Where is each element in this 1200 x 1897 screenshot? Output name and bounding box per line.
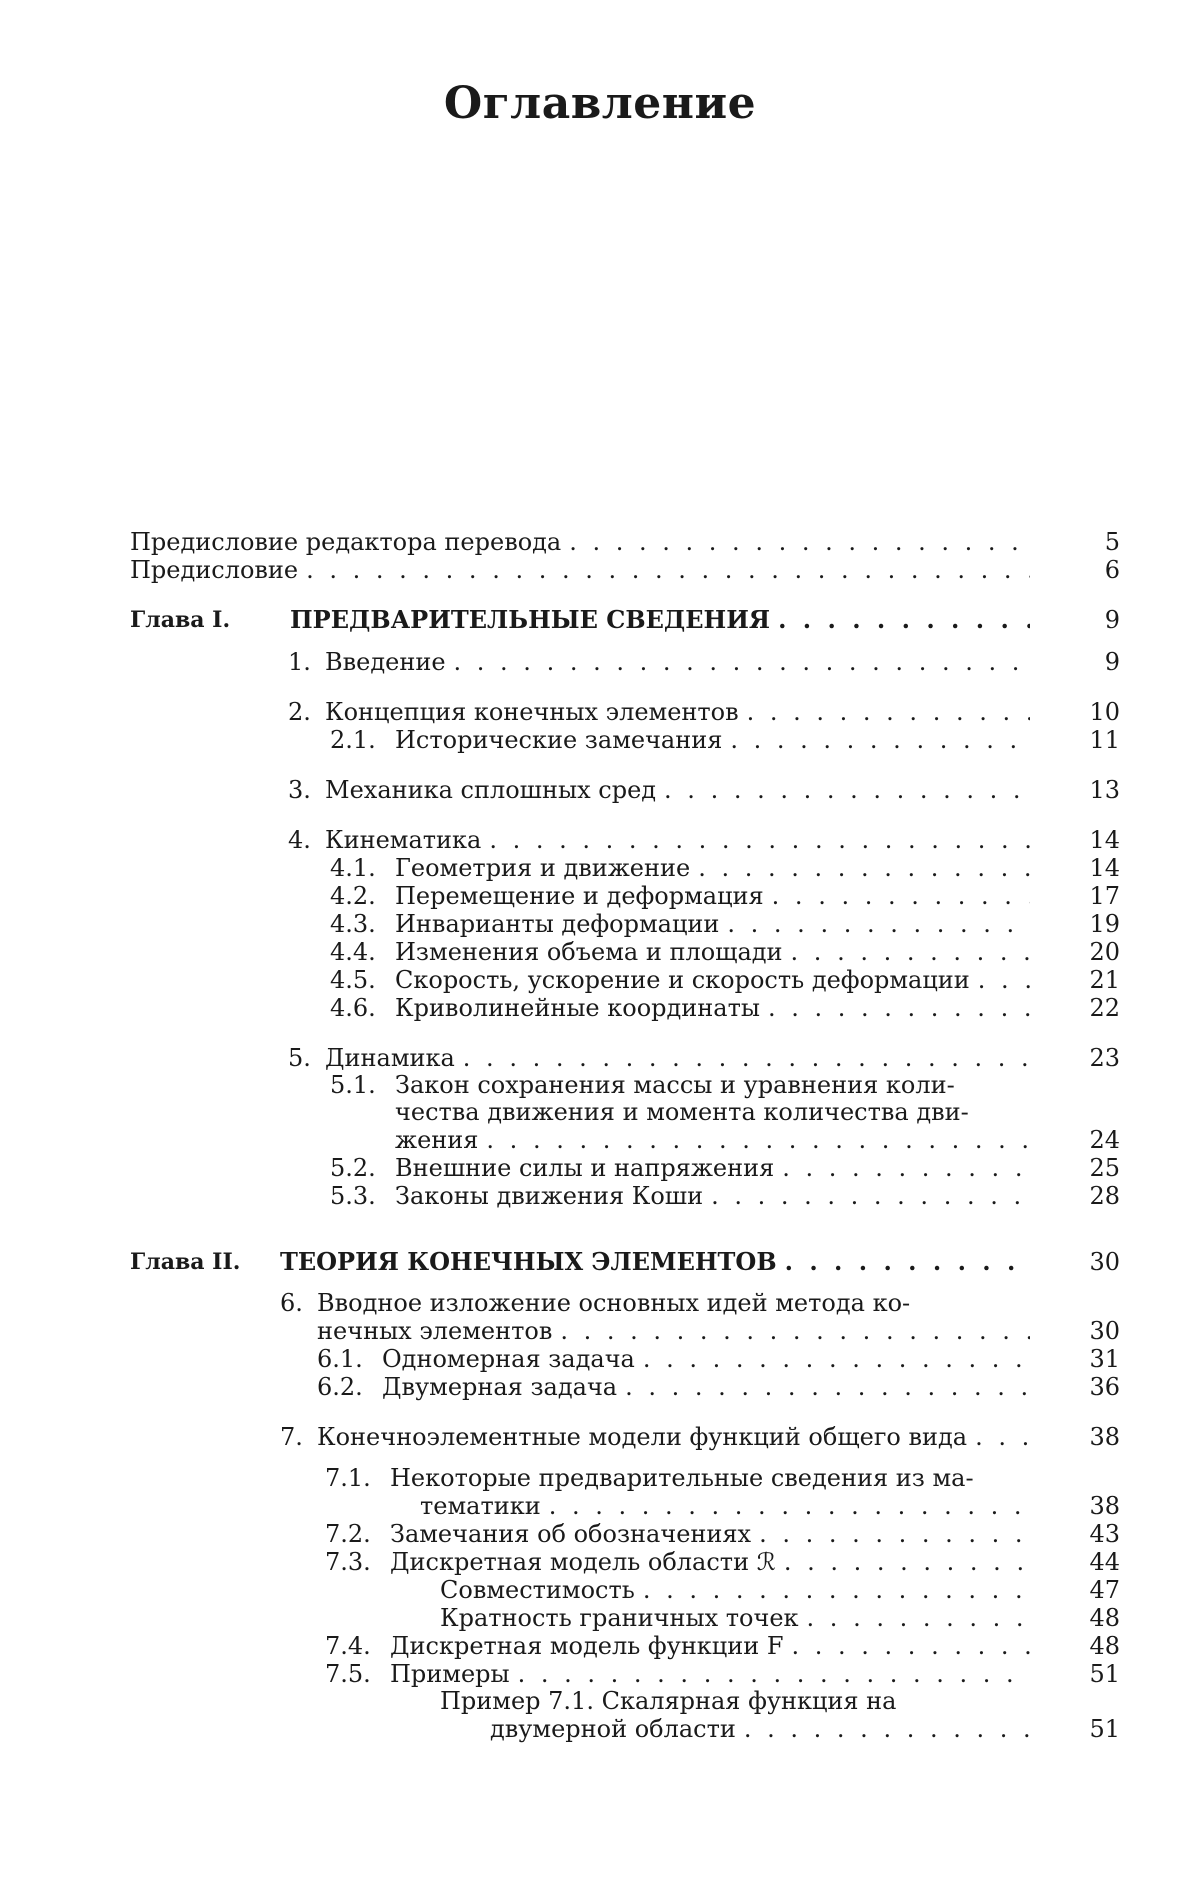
subsection-number: 4.3.: [330, 910, 376, 938]
toc-subsection-4-5[interactable]: [130, 966, 1120, 994]
toc-subsection-5-1-cont: [130, 1099, 1120, 1126]
toc-page-number: 20: [1060, 938, 1120, 966]
toc-subsection-7-1-end[interactable]: [130, 1492, 1120, 1520]
toc-section-6-end[interactable]: [130, 1317, 1120, 1345]
subsection-title-line: жения . . .: [395, 1126, 1030, 1154]
subsection-number: 7.4.: [325, 1632, 371, 1660]
subsection-title-line: тематики . . .: [420, 1492, 1030, 1520]
subsection-title: Двумерная задача . . .: [382, 1373, 1030, 1401]
toc-entry-title: Предисловие . . .: [130, 556, 1030, 584]
toc-subsection-5-3[interactable]: [130, 1182, 1120, 1210]
toc-subsection-7-1[interactable]: [130, 1465, 1120, 1492]
subsection-number: 4.1.: [330, 854, 376, 882]
subsection-title: Исторические замечания . . .: [395, 726, 1030, 754]
toc-page-number: 21: [1060, 966, 1120, 994]
toc-section-3[interactable]: [130, 776, 1120, 804]
example-title-line: Пример 7.1. Скалярная функция на: [440, 1688, 896, 1715]
toc-page-number: 6: [1060, 556, 1120, 584]
toc-page-number: 14: [1060, 854, 1120, 882]
subsection-title: Примеры . . .: [390, 1660, 1030, 1688]
toc-page-number: 44: [1060, 1548, 1120, 1576]
subsection-title: Одномерная задача . . .: [382, 1345, 1030, 1373]
toc-section-7[interactable]: [130, 1423, 1120, 1451]
toc-chapter-2[interactable]: [130, 1248, 1120, 1276]
toc-page-number: 13: [1060, 776, 1120, 804]
toc-page-number: 38: [1060, 1492, 1120, 1520]
chapter-label: Глава II.: [130, 1248, 240, 1276]
subsection-number: 2.1.: [330, 726, 376, 754]
subsection-title-line: Некоторые предварительные сведения из ма-: [390, 1465, 974, 1492]
toc-page-number: 11: [1060, 726, 1120, 754]
example-title-line: двумерной области . . .: [490, 1715, 1030, 1743]
subsection-title: Дискретная модель функции F . . .: [390, 1632, 1030, 1660]
toc-page-number: 48: [1060, 1632, 1120, 1660]
section-number: 4.: [288, 826, 311, 854]
toc-section-6[interactable]: [130, 1290, 1120, 1317]
subsection-title: Изменения объема и площади . . .: [395, 938, 1030, 966]
subsection-title: Геометрия и движение . . .: [395, 854, 1030, 882]
table-of-contents: [130, 528, 1120, 1743]
toc-page-number: 14: [1060, 826, 1120, 854]
subsection-number: 7.5.: [325, 1660, 371, 1688]
toc-subsection-7-3[interactable]: [130, 1548, 1120, 1576]
subsection-title: Внешние силы и напряжения . . .: [395, 1154, 1030, 1182]
toc-page-number: 9: [1060, 648, 1120, 676]
item-title: Кратность граничных точек . . .: [440, 1604, 1030, 1632]
toc-subsection-6-2[interactable]: [130, 1373, 1120, 1401]
subsection-number: 6.2.: [317, 1373, 363, 1401]
subsection-number: 5.2.: [330, 1154, 376, 1182]
subsection-number: 4.5.: [330, 966, 376, 994]
toc-subsection-7-5[interactable]: [130, 1660, 1120, 1688]
toc-page-number: 5: [1060, 528, 1120, 556]
toc-subsection-4-6[interactable]: [130, 994, 1120, 1022]
subsection-title: Перемещение и деформация . . .: [395, 882, 1030, 910]
toc-page-number: 36: [1060, 1373, 1120, 1401]
subsection-number: 5.1.: [330, 1072, 376, 1099]
toc-subsection-4-4[interactable]: [130, 938, 1120, 966]
toc-entry-preface[interactable]: [130, 556, 1120, 584]
subsection-number: 6.1.: [317, 1345, 363, 1373]
section-title-line: нечных элементов . . .: [317, 1317, 1030, 1345]
toc-page-number: 31: [1060, 1345, 1120, 1373]
subsection-number: 4.2.: [330, 882, 376, 910]
section-number: 2.: [288, 698, 311, 726]
toc-page-number: 43: [1060, 1520, 1120, 1548]
toc-section-5[interactable]: [130, 1044, 1120, 1072]
toc-page-number: 28: [1060, 1182, 1120, 1210]
section-title: Введение . . .: [325, 648, 1030, 676]
toc-page-number: 47: [1060, 1576, 1120, 1604]
toc-page-number: 48: [1060, 1604, 1120, 1632]
section-title: Кинематика . . .: [325, 826, 1030, 854]
toc-subsection-5-2[interactable]: [130, 1154, 1120, 1182]
toc-page-number: 38: [1060, 1423, 1120, 1451]
section-number: 3.: [288, 776, 311, 804]
toc-page-number: 17: [1060, 882, 1120, 910]
toc-page-number: 51: [1060, 1715, 1120, 1743]
subsection-title: Скорость, ускорение и скорость деформации . . .: [395, 966, 1030, 994]
section-number: 7.: [280, 1423, 303, 1451]
toc-subsection-2-1[interactable]: [130, 726, 1120, 754]
toc-entry-title: Предисловие редактора перевода . . .: [130, 528, 1030, 556]
toc-page-number: 22: [1060, 994, 1120, 1022]
toc-page-number: 30: [1060, 1248, 1120, 1276]
subsection-title-line: Закон сохранения массы и уравнения коли-: [395, 1072, 955, 1099]
toc-subsection-7-4[interactable]: [130, 1632, 1120, 1660]
toc-subsection-5-1[interactable]: [130, 1072, 1120, 1099]
item-title: Совместимость . . .: [440, 1576, 1030, 1604]
page-title: Оглавление: [0, 78, 1200, 129]
toc-subsection-6-1[interactable]: [130, 1345, 1120, 1373]
toc-page-number: 24: [1060, 1126, 1120, 1154]
toc-page-number: 19: [1060, 910, 1120, 938]
toc-page-number: 51: [1060, 1660, 1120, 1688]
toc-page-number: 10: [1060, 698, 1120, 726]
toc-chapter-1[interactable]: [130, 606, 1120, 634]
chapter-label: Глава I.: [130, 606, 230, 634]
toc-section-4[interactable]: [130, 826, 1120, 854]
toc-page-number: 30: [1060, 1317, 1120, 1345]
toc-item-boundary-multiplicity[interactable]: [130, 1604, 1120, 1632]
section-title: Механика сплошных сред . . .: [325, 776, 1030, 804]
toc-section-1[interactable]: [130, 648, 1120, 676]
subsection-title: Инварианты деформации . . .: [395, 910, 1030, 938]
section-title-line: Вводное изложение основных идей метода ко-: [317, 1290, 910, 1317]
subsection-number: 7.3.: [325, 1548, 371, 1576]
chapter-title: ТЕОРИЯ КОНЕЧНЫХ ЭЛЕМЕНТОВ . . .: [280, 1248, 1030, 1276]
section-title: Концепция конечных элементов . . .: [325, 698, 1030, 726]
toc-subsection-4-2[interactable]: [130, 882, 1120, 910]
toc-example-7-1[interactable]: [130, 1688, 1120, 1715]
section-title: Динамика . . .: [325, 1044, 1030, 1072]
toc-subsection-7-2[interactable]: [130, 1520, 1120, 1548]
subsection-number: 4.4.: [330, 938, 376, 966]
subsection-number: 7.1.: [325, 1465, 371, 1492]
subsection-title: Законы движения Коши . . .: [395, 1182, 1030, 1210]
toc-section-2[interactable]: [130, 698, 1120, 726]
section-number: 6.: [280, 1290, 303, 1317]
subsection-number: 7.2.: [325, 1520, 371, 1548]
subsection-number: 5.3.: [330, 1182, 376, 1210]
toc-page-number: 23: [1060, 1044, 1120, 1072]
toc-subsection-5-1-end[interactable]: [130, 1126, 1120, 1154]
subsection-title: Замечания об обозначениях . . .: [390, 1520, 1030, 1548]
toc-entry-editor-preface[interactable]: [130, 528, 1120, 556]
toc-page-number: 25: [1060, 1154, 1120, 1182]
toc-page-number: 9: [1060, 606, 1120, 634]
subsection-title: Дискретная модель области ℛ . . .: [390, 1548, 1030, 1576]
chapter-title: ПРЕДВАРИТЕЛЬНЫЕ СВЕДЕНИЯ . . .: [290, 606, 1030, 634]
subsection-number: 4.6.: [330, 994, 376, 1022]
toc-subsection-4-1[interactable]: [130, 854, 1120, 882]
section-title: Конечноэлементные модели функций общего вида . . .: [317, 1423, 1030, 1451]
toc-example-7-1-end[interactable]: [130, 1715, 1120, 1743]
section-number: 5.: [288, 1044, 311, 1072]
subsection-title-line: чества движения и момента количества дви-: [395, 1099, 969, 1126]
toc-subsection-4-3[interactable]: [130, 910, 1120, 938]
subsection-title: Криволинейные координаты . . .: [395, 994, 1030, 1022]
toc-item-compatibility[interactable]: [130, 1576, 1120, 1604]
section-number: 1.: [288, 648, 311, 676]
